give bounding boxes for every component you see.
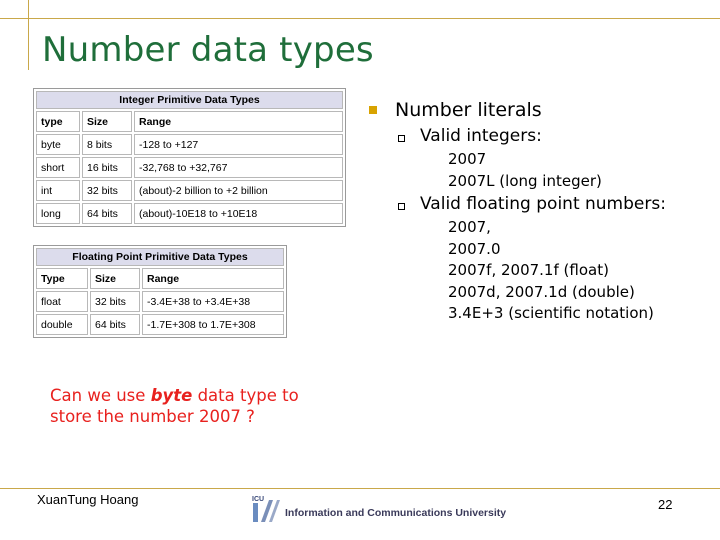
table-cell: -3.4E+38 to +3.4E+38 <box>142 291 284 312</box>
table-caption: Integer Primitive Data Types <box>36 91 343 109</box>
column-header: Range <box>142 268 284 289</box>
column-header: Size <box>90 268 140 289</box>
bullet-item <box>368 96 713 124</box>
sub-bullet-item <box>368 192 713 217</box>
table-cell: 32 bits <box>82 180 132 201</box>
hollow-square-bullet-icon <box>398 135 405 142</box>
integer-primitive-table <box>33 88 346 227</box>
table-cell: 64 bits <box>90 314 140 335</box>
floating-point-primitive-table <box>33 245 287 338</box>
bullet-list <box>368 96 713 325</box>
square-bullet-icon <box>369 106 377 114</box>
left-frame-line <box>28 0 29 70</box>
table-cell: -128 to +127 <box>134 134 343 155</box>
table-row <box>36 180 343 201</box>
example-line: 2007d, 2007.1d (double) <box>448 282 635 301</box>
table-cell: int <box>36 180 80 201</box>
table-cell: float <box>36 291 88 312</box>
table-cell: long <box>36 203 80 224</box>
example-line: 3.4E+3 (scientific notation) <box>448 304 654 322</box>
table-caption: Floating Point Primitive Data Types <box>36 248 284 266</box>
example-line: 2007f, 2007.1f (float) <box>448 261 609 279</box>
column-header: Range <box>134 111 343 132</box>
table-cell: short <box>36 157 80 178</box>
question-prefix: Can we use <box>50 386 151 405</box>
bullet-text: Number literals <box>395 99 542 121</box>
table-row <box>36 134 343 155</box>
sub-bullet-text: Valid floating point numbers: <box>420 194 666 214</box>
table-cell: byte <box>36 134 80 155</box>
question-suffix: data type to store the number 2007 ? <box>50 386 299 426</box>
table-cell: double <box>36 314 88 335</box>
example-line: 2007 <box>448 150 487 168</box>
sub-bullet-text: Valid integers: <box>420 126 542 146</box>
table-cell: 64 bits <box>82 203 132 224</box>
hollow-square-bullet-icon <box>398 203 405 210</box>
question-keyword: byte <box>150 386 193 405</box>
table-cell: 8 bits <box>82 134 132 155</box>
column-header: Size <box>82 111 132 132</box>
sub-bullet-item <box>368 124 713 149</box>
table-cell: -32,768 to +32,767 <box>134 157 343 178</box>
logo-mark-text: ICU <box>252 496 265 503</box>
table-row <box>36 157 343 178</box>
table-cell: 32 bits <box>90 291 140 312</box>
table-cell: (about)-2 billion to +2 billion <box>134 180 343 201</box>
example-line: 2007, <box>448 218 491 236</box>
table-cell: (about)-10E18 to +10E18 <box>134 203 343 224</box>
table-row <box>36 291 284 312</box>
column-header: Type <box>36 268 88 289</box>
table-row <box>36 314 284 335</box>
column-header: type <box>36 111 80 132</box>
footer-line <box>0 488 720 489</box>
page-number: 22 <box>658 497 673 512</box>
table-cell: 16 bits <box>82 157 132 178</box>
table-row <box>36 203 343 224</box>
top-frame-line <box>0 18 720 19</box>
footer-author: XuanTung Hoang <box>37 492 139 507</box>
question-text <box>50 385 300 427</box>
university-logo-icon <box>250 494 280 524</box>
table-cell: -1.7E+308 to 1.7E+308 <box>142 314 284 335</box>
slide-title: Number data types <box>42 30 374 70</box>
footer-logo-text: Information and Communications University <box>285 507 507 519</box>
example-line: 2007.0 <box>448 239 501 258</box>
example-line: 2007L (long integer) <box>448 171 602 190</box>
